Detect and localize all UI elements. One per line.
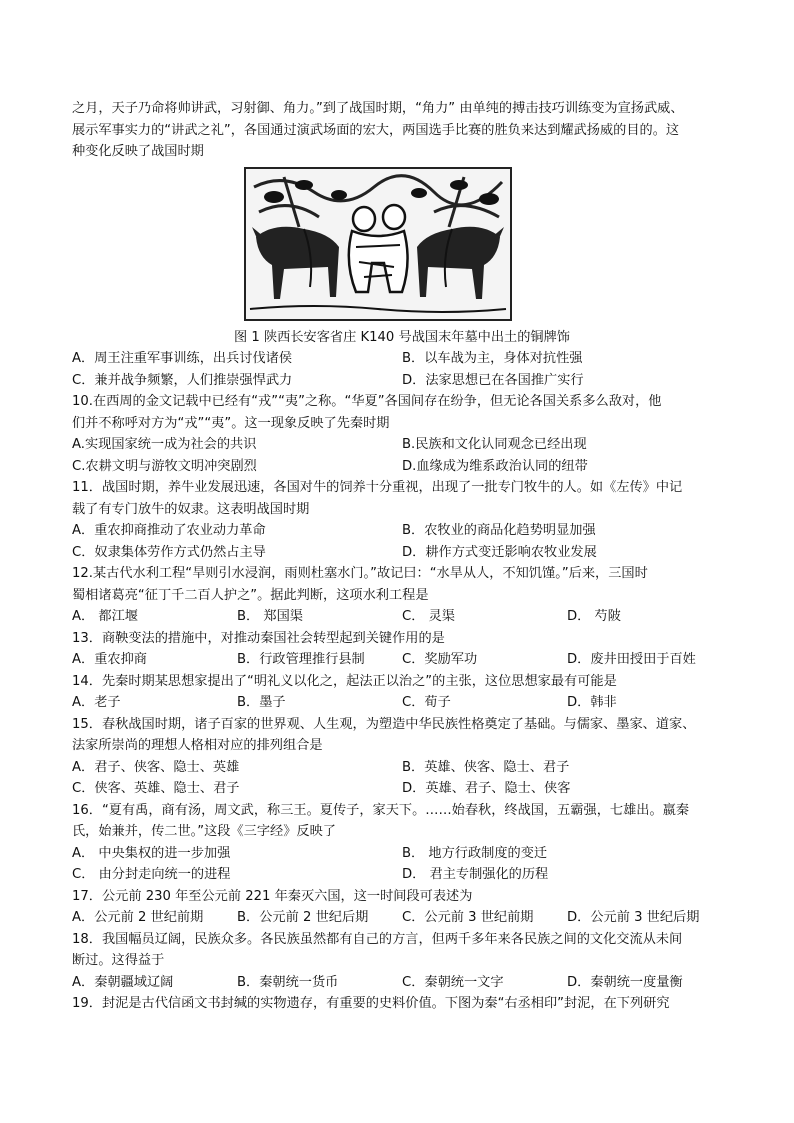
q13-stem: 13．商鞅变法的措施中，对推动秦国社会转型起到关键作用的是: [72, 630, 445, 646]
intro-line-3: 种变化反映了战国时期: [72, 144, 204, 159]
q15-options: [72, 757, 732, 800]
q16-stem-2: 氏，始兼并，传二世。”这段《三字经》反映了: [72, 824, 336, 839]
q10-option-d[interactable]: D.血缘成为维系政治认同的纽带: [402, 458, 588, 474]
q16-option-b[interactable]: B． 地方行政制度的变迁: [402, 845, 548, 861]
q16-option-d[interactable]: D． 君主专制强化的历程: [402, 867, 549, 882]
q11-option-c[interactable]: C．奴隶集体劳作方式仍然占主导: [72, 544, 266, 560]
q14-option-b[interactable]: B．墨子: [237, 695, 286, 710]
q15-option-b[interactable]: B．英雄、侠客、隐士、君子: [402, 759, 570, 775]
q18-stem-2: 断过。这得益于: [72, 953, 165, 968]
q10-stem-1: 10.在西周的金文记载中已经有“戎”“夷”之称。“华夏”各国间存在纷争，但无论各国关系多么敌对，他: [72, 394, 662, 409]
exam-page: [72, 98, 732, 1015]
q9-option-b[interactable]: B．以车战为主，身体对抗性强: [402, 351, 583, 366]
q15-option-c[interactable]: C．侠客、英雄、隐士、君子: [72, 781, 240, 796]
q13-options: [72, 649, 732, 671]
q18-stem-1: 18．我国幅员辽阔，民族众多。各民族虽然都有自己的方言，但两千多年来各民族之间的文化交流从未间: [72, 931, 683, 947]
q14-option-a[interactable]: A．老子: [72, 695, 121, 710]
q17-option-b[interactable]: B．公元前 2 世纪后期: [237, 910, 369, 925]
q18-option-c[interactable]: C．秦朝统一文字: [402, 974, 504, 990]
q18-option-a[interactable]: A．秦朝疆域辽阔: [72, 974, 174, 990]
q10-option-a[interactable]: A.实现国家统一成为社会的共识: [72, 437, 257, 452]
intro-line-2: 展示军事实力的“讲武之礼”，各国通过演武场面的宏大，两国选手比赛的胜负来达到耀武扬威的目的。这: [72, 122, 680, 138]
q10-stem-2: 们并不称呼对方为“戎”“夷”。这一现象反映了先秦时期: [72, 415, 390, 431]
q12-option-c[interactable]: C． 灵渠: [402, 609, 455, 624]
q13-option-d[interactable]: D．废井田授田于百姓: [567, 652, 696, 667]
q18-option-b[interactable]: B．秦朝统一货币: [237, 974, 339, 990]
q15-stem-2: 法家所崇尚的理想人格相对应的排列组合是: [72, 738, 323, 753]
q19-stem: 19．封泥是古代信函文书封缄的实物遗存，有重要的史料价值。下图为秦“右丞相印”封泥，在下列研究: [72, 996, 670, 1011]
q17-options: [72, 907, 732, 929]
q9-options: [72, 348, 732, 391]
q16-option-c[interactable]: C． 由分封走向统一的进程: [72, 867, 231, 882]
q13-option-b[interactable]: B．行政管理推行县制: [237, 652, 365, 667]
q11-stem-2: 载了有专门放牛的奴隶。这表明战国时期: [72, 501, 310, 517]
q14-options: [72, 692, 732, 714]
q12-options: [72, 606, 732, 628]
q12-stem-2: 蜀相诸葛亮“征丁千二百人护之”。据此判断，这项水利工程是: [72, 587, 429, 603]
bronze-plaque-image: [244, 167, 512, 321]
q11-options: [72, 520, 732, 563]
q9-option-a[interactable]: A．周王注重军事训练，出兵讨伐诸侯: [72, 351, 293, 366]
q18-options: [72, 972, 732, 994]
q14-option-c[interactable]: C．荀子: [402, 695, 451, 710]
q11-option-d[interactable]: D．耕作方式变迁影响农牧业发展: [402, 544, 597, 560]
q16-options: [72, 843, 732, 886]
q11-option-a[interactable]: A．重农抑商推动了农业动力革命: [72, 523, 266, 538]
q12-stem-1: 12.某古代水利工程“旱则引水浸润，雨则杜塞水门。”故记曰：“水旱从人，不知饥馑。”后来，三国时: [72, 566, 648, 581]
q10-option-b[interactable]: B.民族和文化认同观念已经出现: [402, 437, 587, 452]
q17-stem: 17．公元前 230 年至公元前 221 年秦灭六国，这一时间段可表述为: [72, 888, 473, 904]
q16-option-a[interactable]: A． 中央集权的进一步加强: [72, 845, 231, 861]
intro-line-1: 之月，天子乃命将帅讲武，习射御、角力。”到了战国时期，“角力” 由单纯的搏击技巧训练变为宣扬武威、: [72, 101, 684, 116]
q16-stem-1: 16．“夏有禹，商有汤，周文武，称三王。夏传子，家天下。……始春秋，终战国，五霸强，七雄出。嬴秦: [72, 802, 690, 818]
q13-option-a[interactable]: A．重农抑商: [72, 652, 147, 667]
q15-option-d[interactable]: D．英雄、君子、隐士、侠客: [402, 781, 571, 796]
q12-option-b[interactable]: B． 郑国渠: [237, 609, 303, 624]
q10-options: [72, 434, 732, 477]
q10-option-c[interactable]: C.农耕文明与游牧文明冲突剧烈: [72, 458, 257, 474]
q11-stem-1: 11．战国时期，养牛业发展迅速，各国对牛的饲养十分重视，出现了一批专门牧牛的人。如《左传》中记: [72, 480, 683, 495]
q15-stem-1: 15．春秋战国时期，诸子百家的世界观、人生观，为塑造中华民族性格奠定了基础。与儒家、墨家、道家、: [72, 716, 696, 732]
figure-caption: 图 1 陕西长安客省庄 K140 号战国末年墓中出土的铜牌饰: [234, 329, 570, 345]
q13-option-c[interactable]: C．奖励军功: [402, 652, 478, 667]
q9-option-c[interactable]: C．兼并战争频繁，人们推崇强悍武力: [72, 372, 293, 388]
q15-option-a[interactable]: A．君子、侠客、隐士、英雄: [72, 759, 240, 775]
q17-option-d[interactable]: D．公元前 3 世纪后期: [567, 910, 700, 925]
q18-option-d[interactable]: D．秦朝统一度量衡: [567, 974, 683, 990]
bronze-plaque-figure: [72, 167, 732, 325]
q9-option-d[interactable]: D．法家思想已在各国推广实行: [402, 372, 584, 388]
q12-option-a[interactable]: A． 都江堰: [72, 609, 138, 624]
q17-option-a[interactable]: A．公元前 2 世纪前期: [72, 910, 204, 925]
q14-stem: 14．先秦时期某思想家提出了“明礼义以化之，起法正以治之”的主张，这位思想家最有可能是: [72, 673, 617, 689]
q11-option-b[interactable]: B．农牧业的商品化趋势明显加强: [402, 523, 596, 538]
q17-option-c[interactable]: C．公元前 3 世纪前期: [402, 910, 534, 925]
q14-option-d[interactable]: D．韩非: [567, 695, 617, 710]
q12-option-d[interactable]: D． 芍陂: [567, 609, 621, 624]
